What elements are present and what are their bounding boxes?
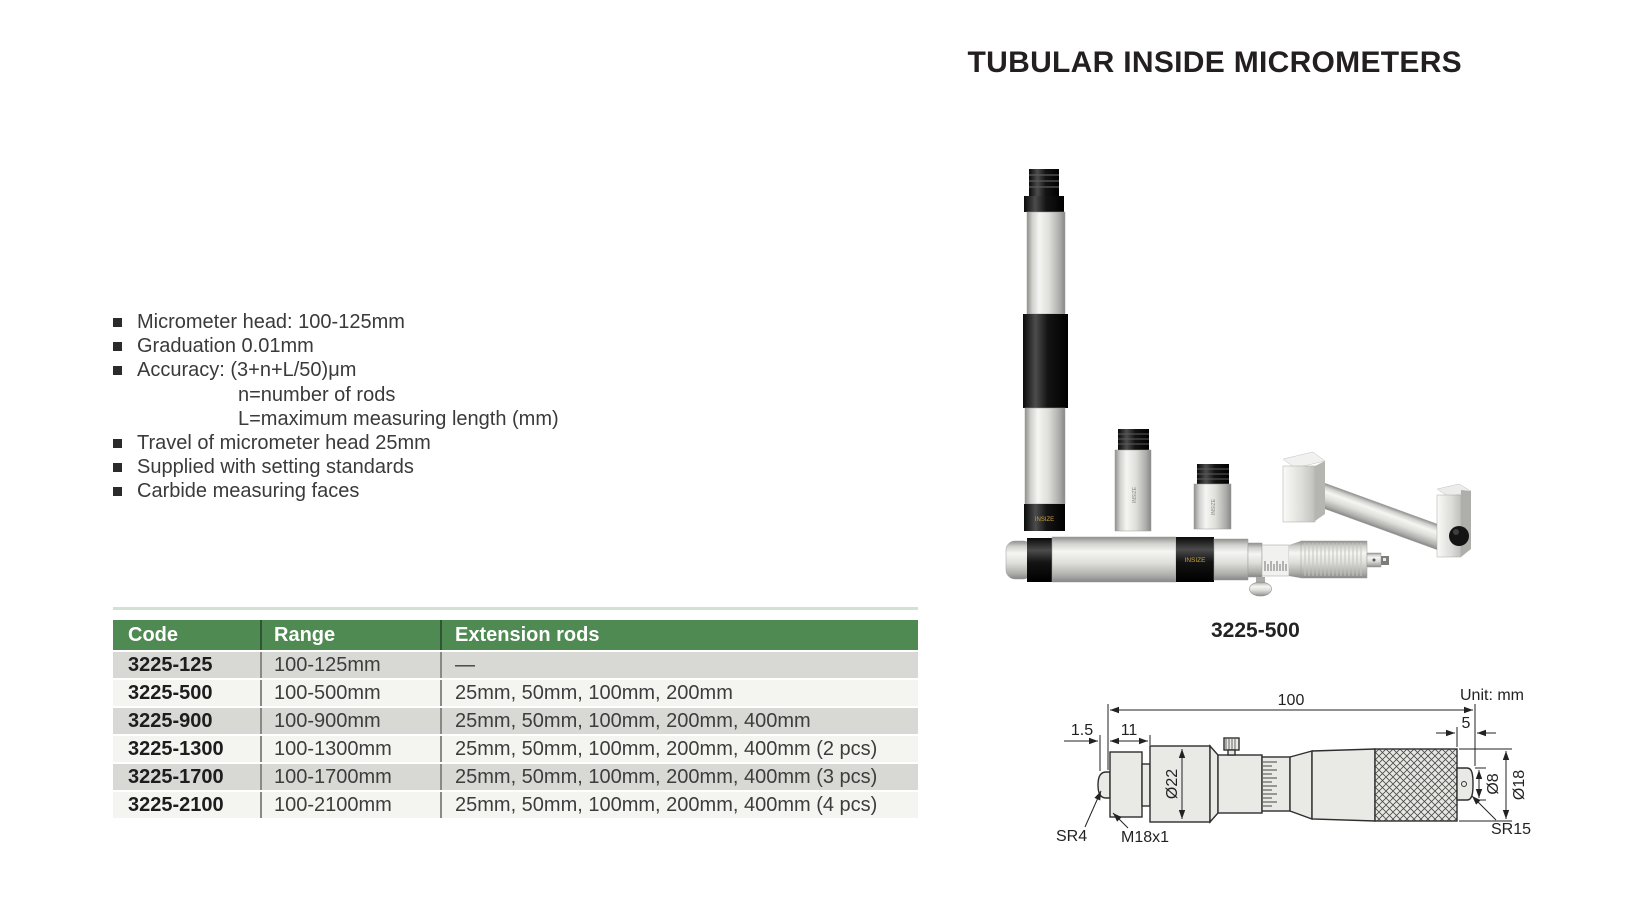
table-row bbox=[113, 792, 918, 820]
cell-extension-rods: 25mm, 50mm, 100mm, 200mm, 400mm (4 pcs) bbox=[440, 792, 918, 818]
bullet-square-icon bbox=[113, 318, 122, 327]
micrometer-body bbox=[1006, 537, 1389, 596]
cell-code: 3225-1700 bbox=[128, 765, 224, 788]
standard-knob bbox=[1449, 526, 1469, 546]
bullet-square-icon bbox=[113, 342, 122, 351]
label-sr4: SR4 bbox=[1056, 828, 1088, 845]
table-row bbox=[113, 708, 918, 736]
dim-11: 11 bbox=[1120, 722, 1138, 739]
label-sr15: SR15 bbox=[1491, 821, 1532, 838]
cell-range: 100-1300mm bbox=[260, 736, 440, 762]
dim-100: 100 bbox=[1277, 692, 1305, 709]
dim-5: 5 bbox=[1461, 715, 1471, 732]
cell-extension-rods: 25mm, 50mm, 100mm, 200mm, 400mm (3 pcs) bbox=[440, 764, 918, 790]
table-row bbox=[113, 652, 918, 680]
cell-extension-rods: — bbox=[440, 652, 918, 678]
small-extension-rod bbox=[1194, 464, 1231, 529]
cell-range: 100-125mm bbox=[260, 652, 440, 678]
table-row bbox=[113, 764, 918, 792]
cell-code: 3225-900 bbox=[128, 709, 213, 732]
brand-label: INSIZE bbox=[1211, 498, 1217, 516]
feature-text: Supplied with setting standards bbox=[137, 456, 414, 479]
bullet-square-icon bbox=[113, 487, 122, 496]
brand-label: INSIZE bbox=[1184, 557, 1206, 564]
bullet-square-icon bbox=[113, 439, 122, 448]
cell-range: 100-2100mm bbox=[260, 792, 440, 818]
bullet-square-icon bbox=[113, 366, 122, 375]
feature-item bbox=[113, 358, 633, 382]
col-header-code: Code bbox=[128, 623, 178, 646]
brand-label: INSIZE bbox=[1034, 517, 1055, 523]
cell-range: 100-1700mm bbox=[260, 764, 440, 790]
feature-item bbox=[113, 479, 633, 503]
cell-range: 100-900mm bbox=[260, 708, 440, 734]
cell-code: 3225-2100 bbox=[128, 793, 224, 816]
cell-extension-rods: 25mm, 50mm, 100mm, 200mm, 400mm bbox=[440, 708, 918, 734]
feature-text: Micrometer head: 100-125mm bbox=[137, 311, 405, 333]
col-header-extension-rods: Extension rods bbox=[440, 620, 918, 650]
feature-text: L=maximum measuring length (mm) bbox=[238, 407, 559, 430]
unit-label: Unit: mm bbox=[1460, 687, 1524, 704]
feature-list bbox=[113, 310, 633, 504]
feature-item bbox=[113, 310, 633, 334]
feature-item bbox=[113, 455, 633, 479]
cell-code: 3225-500 bbox=[128, 681, 213, 704]
cell-extension-rods: 25mm, 50mm, 100mm, 200mm bbox=[440, 680, 918, 706]
feature-item bbox=[113, 431, 633, 455]
medium-extension-rod bbox=[1115, 429, 1151, 531]
cell-code: 3225-125 bbox=[128, 653, 213, 676]
bullet-square-icon bbox=[113, 463, 122, 472]
feature-text: Travel of micrometer head 25mm bbox=[137, 431, 431, 454]
table-row bbox=[113, 680, 918, 708]
cell-range: 100-500mm bbox=[260, 680, 440, 706]
page-title: TUBULAR INSIDE MICROMETERS bbox=[967, 46, 1462, 79]
brand-label: INSIZE bbox=[1132, 486, 1138, 504]
dim-dia22: Ø22 bbox=[1164, 768, 1181, 800]
cell-extension-rods: 25mm, 50mm, 100mm, 200mm, 400mm (2 pcs) bbox=[440, 736, 918, 762]
label-m18x1: M18x1 bbox=[1121, 829, 1170, 846]
feature-item-sub bbox=[113, 383, 633, 407]
feature-item-sub bbox=[113, 407, 633, 431]
dim-dia8: Ø8 bbox=[1485, 773, 1502, 795]
table-row bbox=[113, 736, 918, 764]
table-header-row bbox=[113, 620, 918, 652]
feature-item bbox=[113, 334, 633, 358]
product-photo bbox=[940, 145, 1475, 605]
table-top-rule bbox=[113, 607, 918, 610]
drawing-body bbox=[1098, 738, 1473, 822]
cell-code: 3225-1300 bbox=[128, 737, 224, 760]
dim-1-5: 1.5 bbox=[1070, 722, 1094, 739]
spec-table bbox=[113, 620, 918, 820]
col-header-range: Range bbox=[260, 620, 440, 650]
feature-text: Carbide measuring faces bbox=[137, 480, 360, 503]
feature-text: Graduation 0.01mm bbox=[137, 335, 314, 358]
long-extension-rod bbox=[1023, 169, 1068, 531]
feature-text: Accuracy: (3+n+L/50)μm bbox=[137, 359, 357, 382]
photo-caption: 3225-500 bbox=[1211, 619, 1300, 642]
feature-text: n=number of rods bbox=[238, 383, 396, 406]
technical-drawing bbox=[1000, 645, 1540, 850]
dim-dia18: Ø18 bbox=[1511, 769, 1528, 801]
clamp-screw-head bbox=[1250, 582, 1272, 596]
